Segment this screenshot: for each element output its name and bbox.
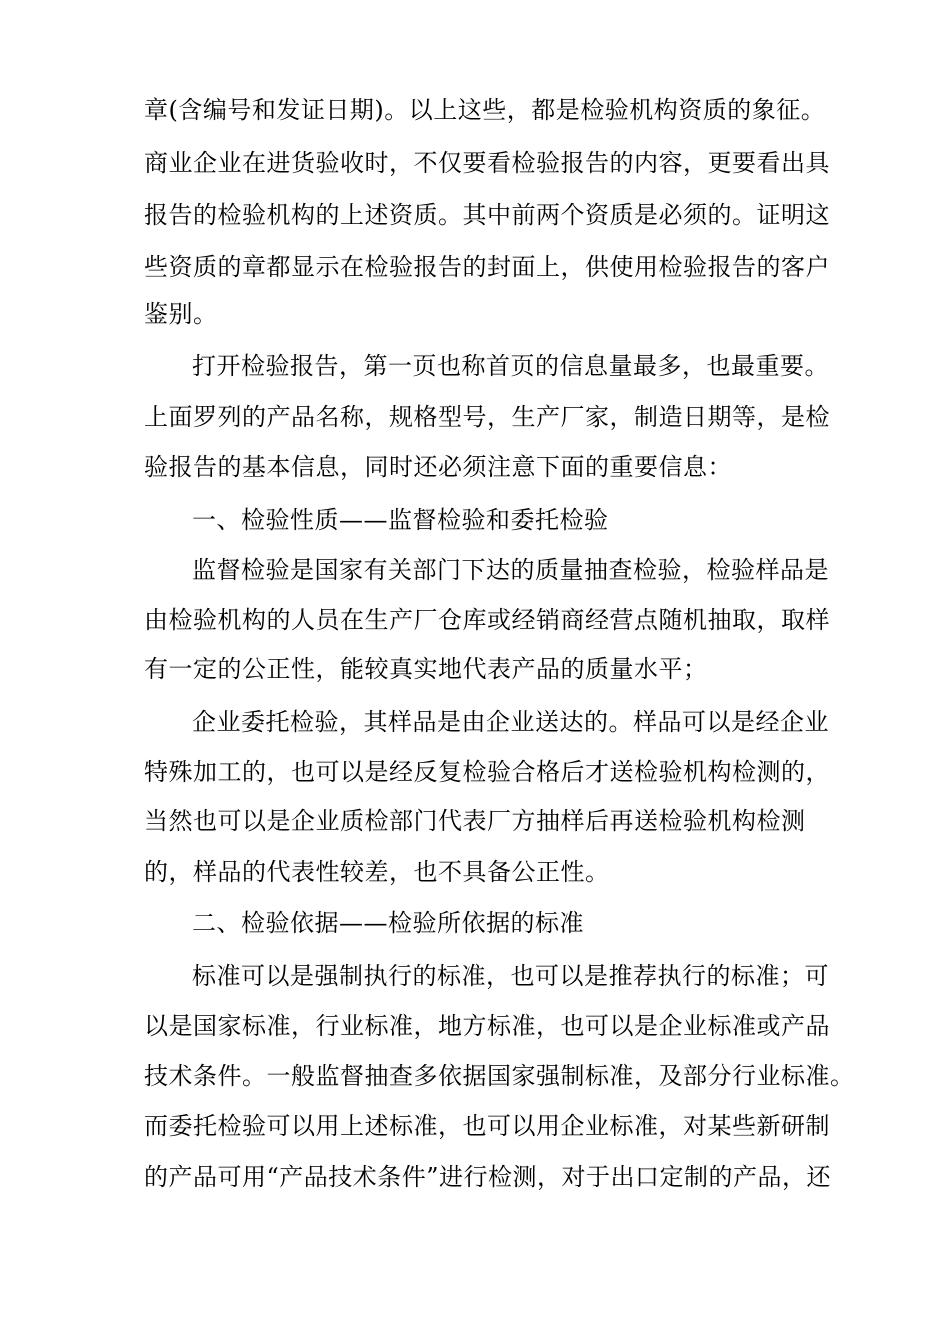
text-line: 些资质的章都显示在检验报告的封面上，供使用检验报告的客户	[144, 253, 830, 281]
text-line: 以是国家标准，行业标准，地方标准，也可以是企业标准或产品	[144, 1012, 830, 1040]
paragraph-start: 监督检验是国家有关部门下达的质量抽查检验，检验样品是	[192, 556, 829, 584]
text-line: 的，样品的代表性较差，也不具备公正性。	[144, 858, 610, 886]
text-line: 由检验机构的人员在生产厂仓库或经销商经营点随机抽取，取样	[144, 606, 830, 634]
paragraph-start: 标准可以是强制执行的标准，也可以是推荐执行的标准；可	[192, 962, 829, 990]
text-line: 而委托检验可以用上述标准，也可以用企业标准，对某些新研制	[144, 1112, 830, 1140]
text-line: 有一定的公正性，能较真实地代表产品的质量水平；	[144, 655, 708, 683]
text-line: 鉴别。	[144, 300, 218, 328]
text-line: 技术条件。一般监督抽查多依据国家强制标准，及部分行业标准。	[144, 1062, 855, 1090]
text-line: 特殊加工的，也可以是经反复检验合格后才送检验机构检测的，	[144, 758, 830, 786]
text-line: 当然也可以是企业质检部门代表厂方抽样后再送检验机构检测	[144, 807, 806, 835]
text-line: 报告的检验机构的上述资质。其中前两个资质是必须的。证明这	[144, 201, 830, 229]
section-heading: 二、检验依据——检验所依据的标准	[192, 909, 584, 937]
text-line: 商业企业在进货验收时，不仅要看检验报告的内容，更要看出具	[144, 149, 830, 177]
text-line: 的产品可用“产品技术条件”进行检测，对于出口定制的产品，还	[144, 1163, 832, 1191]
text-line: 上面罗列的产品名称，规格型号，生产厂家，制造日期等，是检	[144, 403, 830, 431]
section-heading: 一、检验性质——监督检验和委托检验	[192, 506, 609, 534]
text-line: 章(含编号和发证日期)。以上这些，都是检验机构资质的象征。	[144, 96, 826, 124]
paragraph-start: 打开检验报告，第一页也称首页的信息量最多，也最重要。	[192, 352, 829, 380]
text-line: 验报告的基本信息，同时还必须注意下面的重要信息：	[144, 453, 732, 481]
paragraph-start: 企业委托检验，其样品是由企业送达的。样品可以是经企业	[192, 708, 829, 736]
